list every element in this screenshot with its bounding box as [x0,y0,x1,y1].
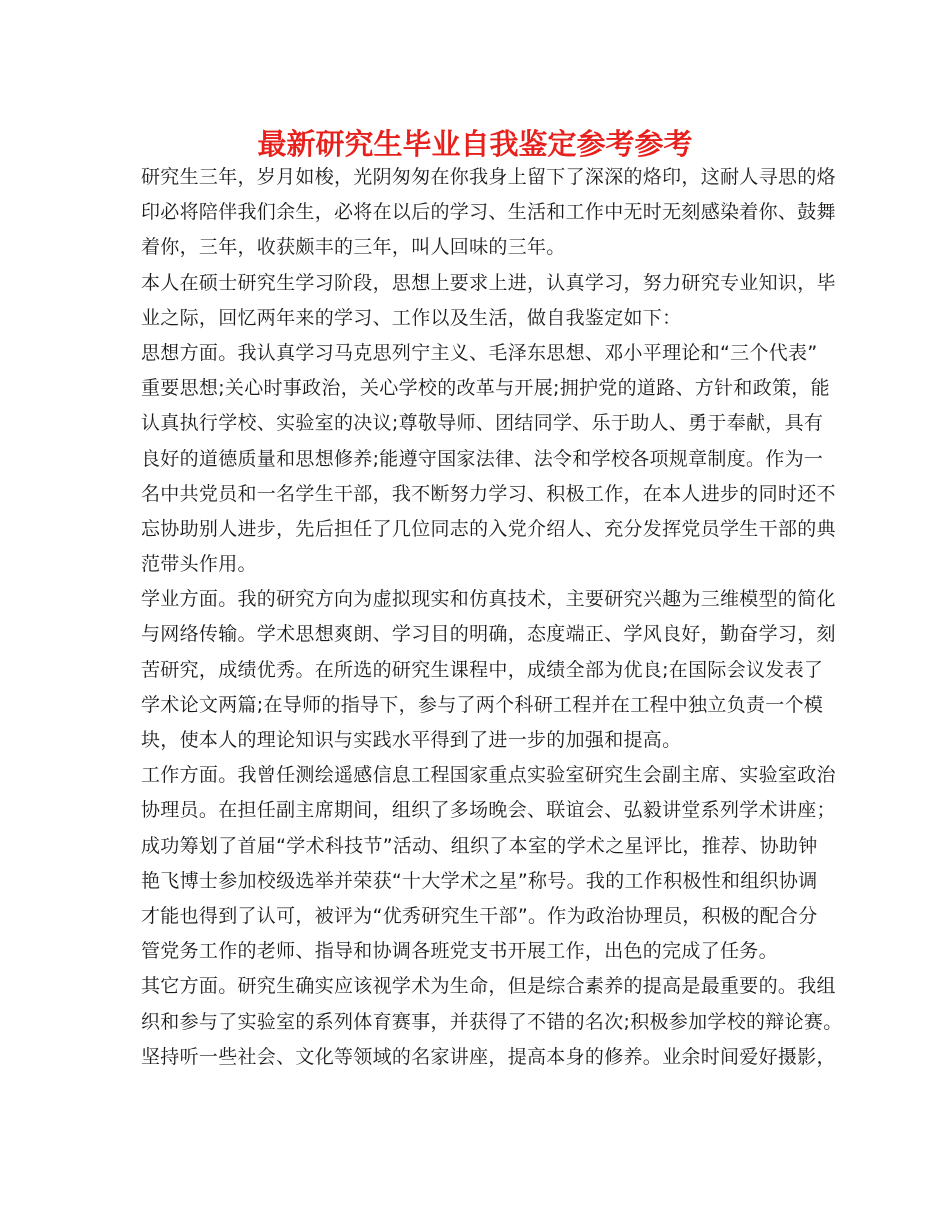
body-line: 印必将陪伴我们余生，必将在以后的学习、生活和工作中无时无刻感染着你、鼓舞 [141,201,836,224]
body-line: 名中共党员和一名学生干部，我不断努力学习、积极工作，在本人进步的同时还不 [141,482,836,505]
body-line: 织和参与了实验室的系列体育赛事，并获得了不错的名次;积极参加学校的辩论赛。 [141,1010,843,1033]
body-line: 才能也得到了认可，被评为“优秀研究生干部”。作为政治协理员，积极的配合分 [141,904,818,927]
document-body [141,160,843,1075]
body-line: 管党务工作的老师、指导和协调各班党支书开展工作，出色的完成了任务。 [141,940,778,963]
body-line: 忘协助别人进步，先后担任了几位同志的入党介绍人、充分发挥党员学生干部的典 [141,517,836,540]
body-line: 研究生三年，岁月如梭，光阴匆匆在你我身上留下了深深的烙印，这耐人寻思的烙 [141,166,836,188]
body-line: 范带头作用。 [141,553,257,576]
body-line: 着你，三年，收获颇丰的三年，叫人回味的三年。 [141,236,566,259]
body-line: 本人在硕士研究生学习阶段，思想上要求上进，认真学习，努力研究专业知识，毕 [141,271,836,294]
body-line: 其它方面。研究生确实应该视学术为生命，但是综合素养的提高是最重要的。我组 [141,975,836,998]
body-line: 学业方面。我的研究方向为虚拟现实和仿真技术，主要研究兴趣为三维模型的简化 [141,588,836,611]
body-line: 艳飞博士参加校级选举并荣获“十大学术之星”称号。我的工作积极性和组织协调 [141,869,818,892]
body-line: 思想方面。我认真学习马克思列宁主义、毛泽东思想、邓小平理论和“三个代表” [141,341,818,364]
body-line: 重要思想;关心时事政治，关心学校的改革与开展;拥护党的道路、方针和政策，能 [141,377,830,400]
body-line: 坚持听一些社会、文化等领域的名家讲座，提高本身的修养。业余时间爱好摄影， [141,1045,836,1068]
body-line: 块，使本人的理论知识与实践水平得到了进一步的加强和提高。 [141,729,682,751]
body-line: 协理员。在担任副主席期间，组织了多场晚会、联谊会、弘毅讲堂系列学术讲座； [141,799,836,822]
body-line: 成功筹划了首届“学术科技节”活动、组织了本室的学术之星评比，推荐、协助钟 [141,834,818,857]
body-line: 良好的道德质量和思想修养;能遵守国家法律、法令和学校各项规章制度。作为一 [141,447,824,470]
body-line: 学术论文两篇;在导师的指导下，参与了两个科研工程并在工程中独立负责一个模 [141,693,824,716]
body-line: 认真执行学校、实验室的决议;尊敬导师、团结同学、乐于助人、勇于奉献，具有 [141,412,824,435]
body-line: 苦研究，成绩优秀。在所选的研究生课程中，成绩全部为优良;在国际会议发表了 [141,658,824,681]
document-title: 最新研究生毕业自我鉴定参考参考 [257,127,693,161]
body-line: 工作方面。我曾任测绘遥感信息工程国家重点实验室研究生会副主席、实验室政治 [141,764,836,787]
body-line: 与网络传输。学术思想爽朗、学习目的明确，态度端正、学风良好，勤奋学习，刻 [141,623,836,646]
body-line: 业之际，回忆两年来的学习、工作以及生活，做自我鉴定如下： [141,306,682,329]
